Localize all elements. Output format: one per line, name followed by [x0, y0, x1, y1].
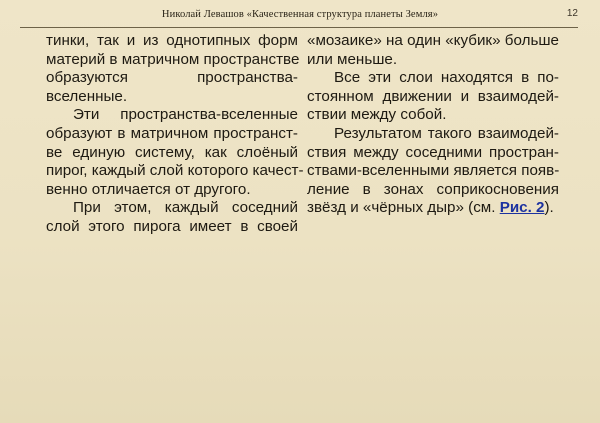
text-line: Все эти слои находятся в по-: [334, 69, 559, 87]
running-header-title: Николай Левашов «Качественная структура планеты Земля»: [161, 9, 439, 20]
text-line: ствия между соседними простран-: [307, 143, 559, 161]
text-line: ве единую систему, как слоёный: [46, 143, 298, 161]
text-line: слой этого пирога имеет в своей: [46, 217, 298, 235]
text-line: или меньше.: [307, 50, 398, 68]
text-line: При этом, каждый соседний: [73, 199, 298, 217]
figure-2-link[interactable]: Рис. 2: [499, 199, 545, 217]
text-line: образуют в матричном пространст-: [46, 124, 298, 142]
page-header: [0, 0, 600, 30]
page-number: 12: [566, 8, 578, 19]
text-fragment: ).: [544, 199, 554, 217]
text-line: тинки, так и из однотипных форм: [46, 32, 298, 49]
text-line: образуются пространства-: [46, 69, 298, 87]
text-line: Результатом такого взаимодей-: [334, 124, 559, 142]
text-line: ление в зонах соприкосновения: [307, 180, 559, 198]
text-line: ствами-вселенными является появ-: [307, 162, 560, 180]
text-line: венно отличается от другого.: [46, 180, 251, 198]
text-line: вселенные.: [46, 87, 128, 105]
text-line: материй в матричном пространстве: [46, 50, 300, 68]
header-divider: [20, 27, 578, 28]
right-text-column: [307, 32, 559, 218]
text-line: «мозаике» на один «кубик» больше: [307, 32, 559, 49]
text-line: пирог, каждый слой которого качест-: [46, 162, 304, 180]
text-line: Эти пространства-вселенные: [73, 106, 298, 124]
text-line: стоянном движении и взаимодей-: [307, 87, 559, 105]
left-text-column: [46, 32, 304, 237]
text-fragment: звёзд и «чёрных дыр» (см.: [307, 199, 500, 217]
text-line-with-figure-link: [307, 199, 559, 218]
text-line: ствии между собой.: [307, 106, 447, 124]
